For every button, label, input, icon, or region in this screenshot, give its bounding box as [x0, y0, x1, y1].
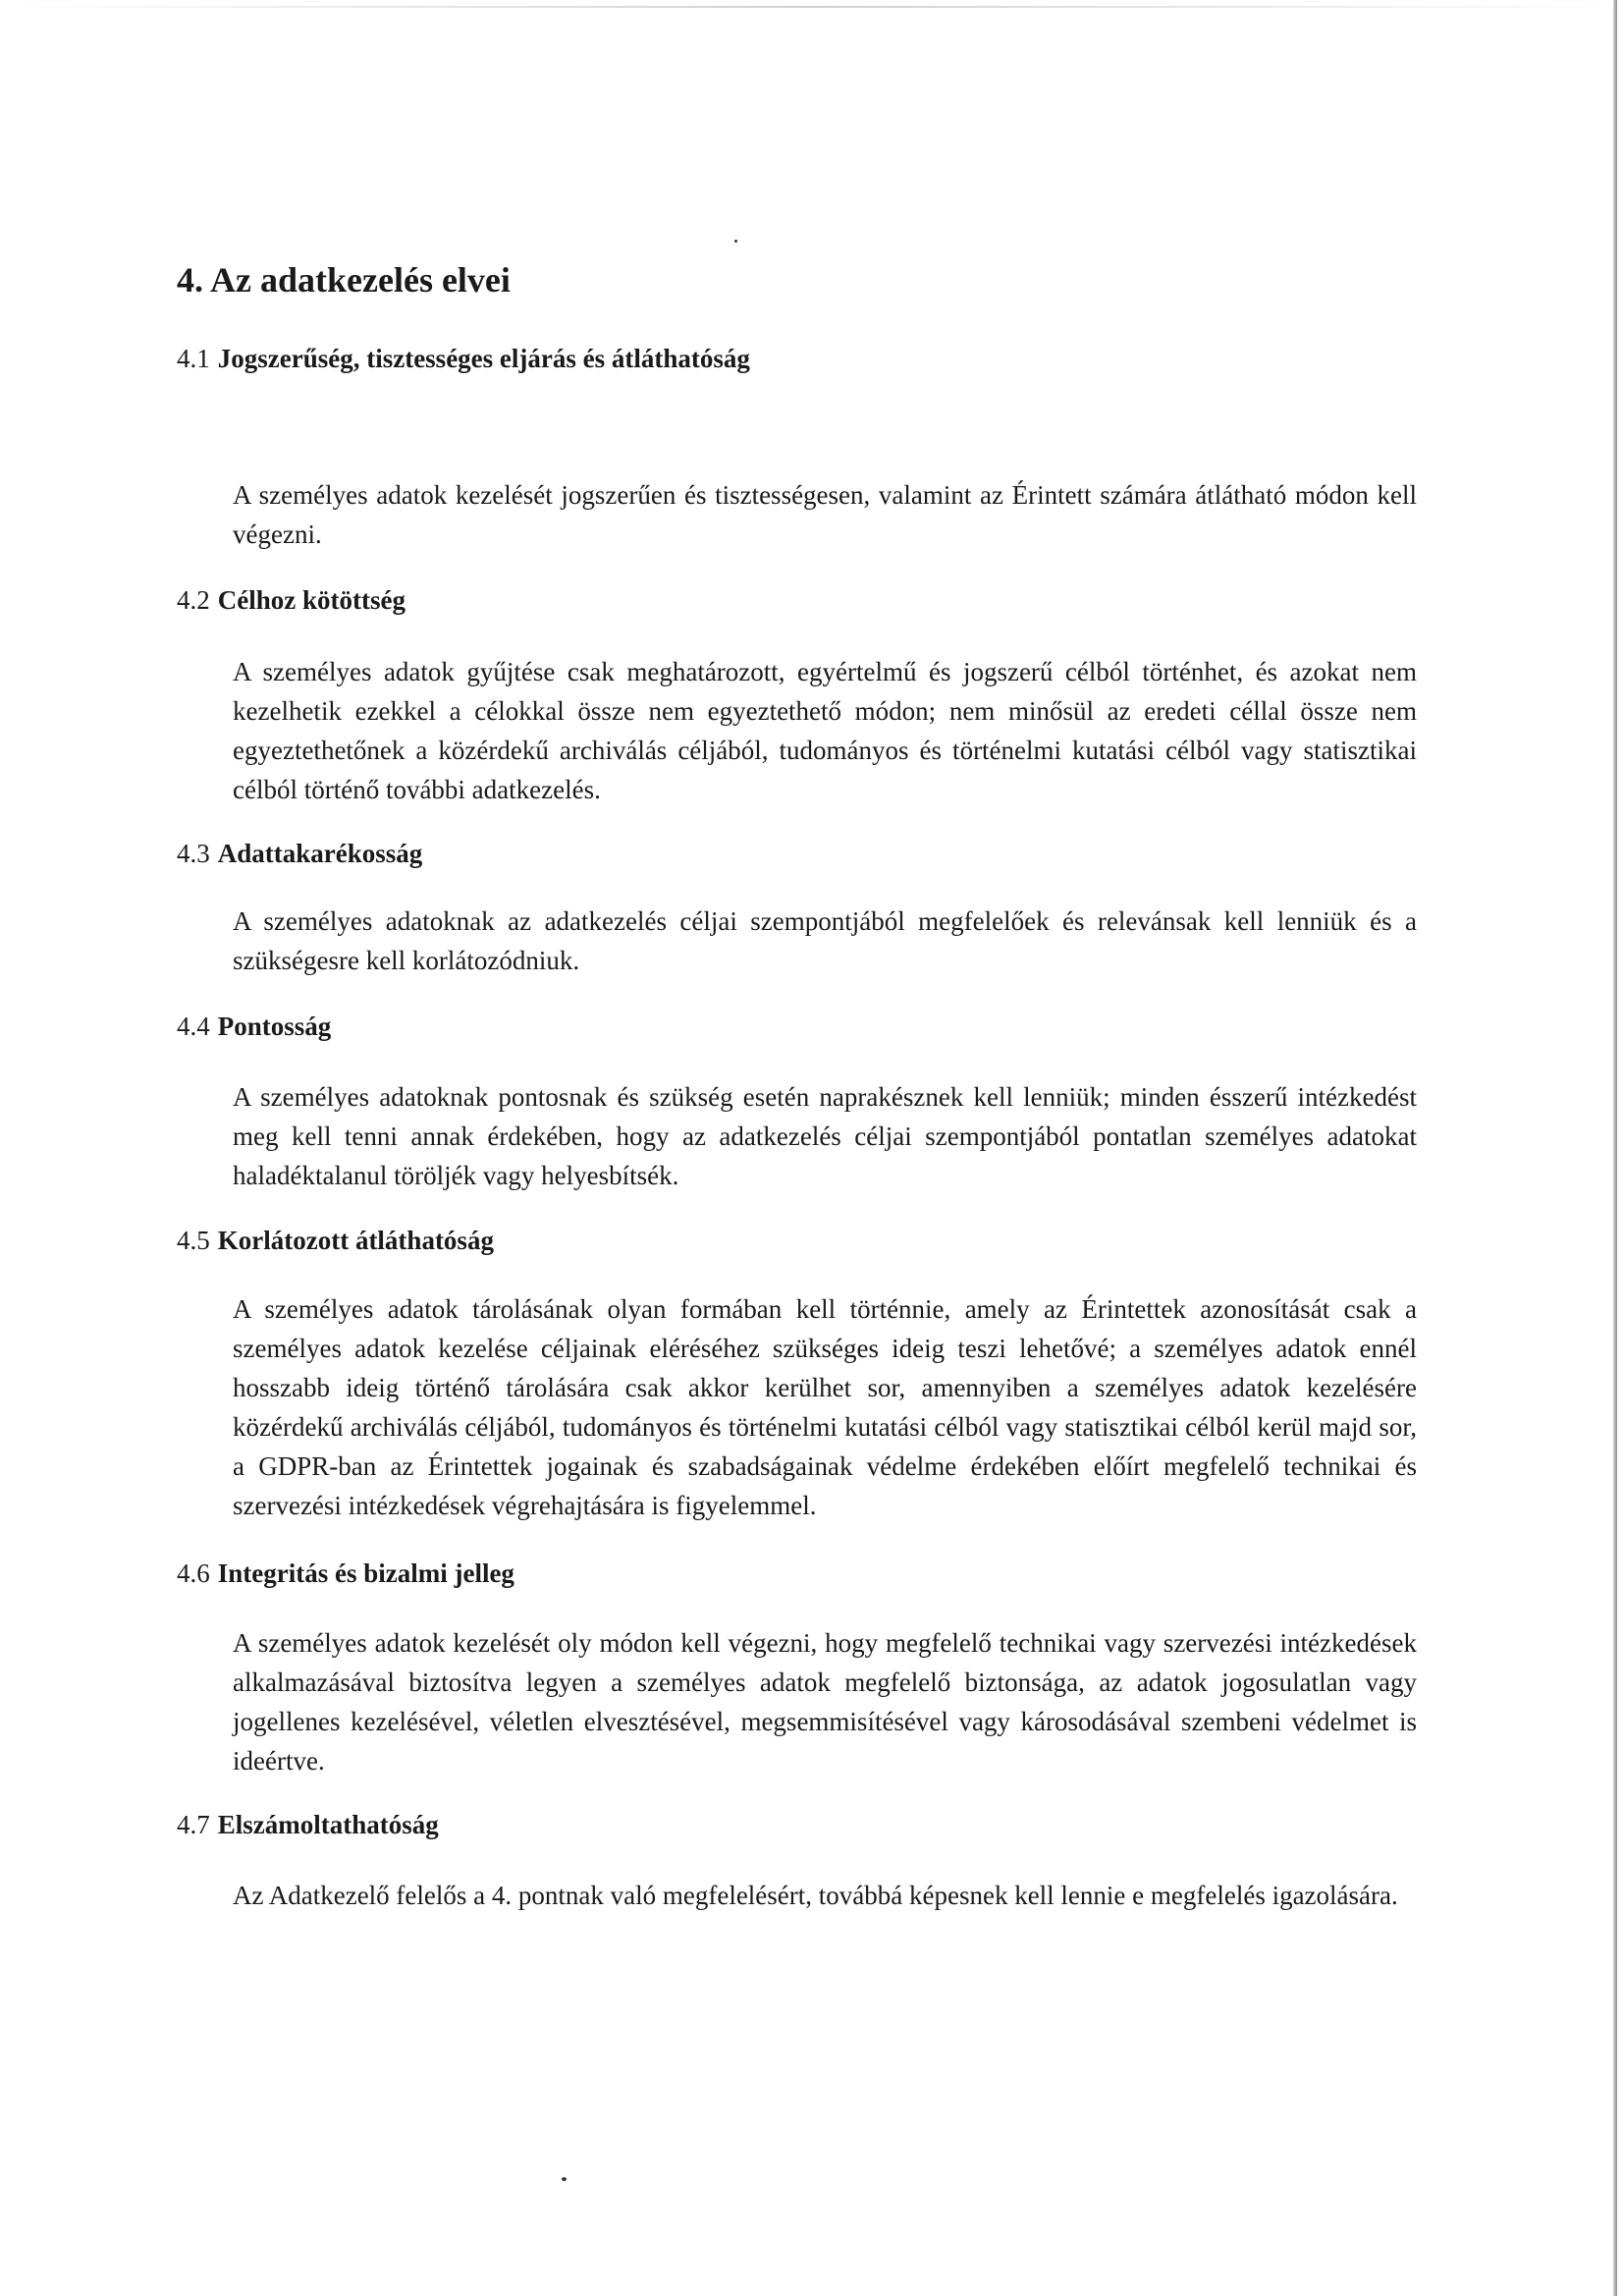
section-title: Jogszerűség, tisztességes eljárás és átláthatóság — [217, 344, 750, 373]
section-title: Korlátozott átláthatóság — [217, 1226, 494, 1255]
section-title: Integritás és bizalmi jelleg — [217, 1558, 514, 1588]
section-number: 4.5 — [177, 1226, 210, 1255]
scan-speck — [734, 240, 737, 243]
section-paragraph-4-2: A személyes adatok gyűjtése csak meghatározott, egyértelmű és jogszerű célból történhet, és azokat nem kezelhetik ezekkel a célokkal össze nem egyeztethető módon; nem minősül az eredeti céllal össze nem egyeztethetőnek a közérdekű archiválás céljából, tudományos és történelmi kutatási célból vagy statisztikai célból történő további adatkezelés. — [233, 657, 1417, 804]
section-paragraph-4-1: A személyes adatok kezelését jogszerűen és tisztességesen, valamint az Érintett számára átlátható módon kell végezni. — [233, 480, 1417, 549]
section-paragraph-4-3: A személyes adatoknak az adatkezelés céljai szempontjából megfelelőek és relevánsak kell lenniük és a szükségesre kell korlátozódniuk. — [233, 906, 1417, 975]
section-paragraph-4-7: Az Adatkezelő felelős a 4. pontnak való megfelelésért, továbbá képesnek kell lennie e megfelelés igazolására. — [233, 1881, 1398, 1910]
section-number: 4.1 — [177, 344, 210, 373]
section-number: 4.7 — [177, 1810, 210, 1839]
section-heading-4-5 — [177, 1226, 494, 1256]
section-heading-4-1 — [177, 344, 750, 374]
scan-edge-right — [1613, 0, 1617, 2296]
section-heading-4-4 — [177, 1011, 331, 1042]
scan-speck — [562, 2177, 567, 2181]
section-heading-4-7 — [177, 1810, 439, 1840]
section-number: 4.4 — [177, 1011, 210, 1041]
section-heading-4-3 — [177, 839, 422, 869]
section-heading-4-6 — [177, 1558, 514, 1589]
section-paragraph-4-5: A személyes adatok tárolásának olyan formában kell történnie, amely az Érintettek azonosítását csak a személyes adatok kezelése céljainak eléréséhez szükséges ideig teszi lehetővé; a személyes adatok ennél hosszabb ideig történő tárolására csak akkor kerülhet sor, amennyiben a személyes adatok kezelésére közérdekű archiválás céljából, tudományos és történelmi kutatási célból vagy statisztikai célból kerül majd sor, a GDPR-ban az Érintettek jogainak és szabadságainak védelme érdekében előírt megfelelő technikai és szervezési intézkedések végrehajtására is figyelemmel. — [233, 1294, 1417, 1520]
page-title: 4. Az adatkezelés elvei — [177, 260, 511, 300]
section-paragraph-4-4: A személyes adatoknak pontosnak és szükség esetén naprakésznek kell lenniük; minden ésszerű intézkedést meg kell tenni annak érdekében, hogy az adatkezelés céljai szempontjából pontatlan személyes adatokat haladéktalanul töröljék vagy helyesbítsék. — [233, 1082, 1417, 1190]
section-title: Adattakarékosság — [217, 839, 423, 868]
section-heading-4-2 — [177, 585, 406, 616]
section-number: 4.2 — [177, 585, 210, 615]
section-number: 4.3 — [177, 839, 210, 868]
scan-edge-top — [0, 6, 1623, 8]
section-number: 4.6 — [177, 1558, 210, 1588]
section-paragraph-4-6: A személyes adatok kezelését oly módon kell végezni, hogy megfelelő technikai vagy szervezési intézkedések alkalmazásával biztosítva legyen a személyes adatok megfelelő biztonsága, az adatok jogosulatlan vagy jogellenes kezelésével, véletlen elvesztésével, megsemmisítésével vagy károsodásával szembeni védelmet is ideértve. — [233, 1628, 1417, 1776]
section-title: Célhoz kötöttség — [217, 585, 406, 615]
section-title: Elszámoltathatóság — [217, 1810, 439, 1839]
section-title: Pontosság — [217, 1011, 332, 1041]
